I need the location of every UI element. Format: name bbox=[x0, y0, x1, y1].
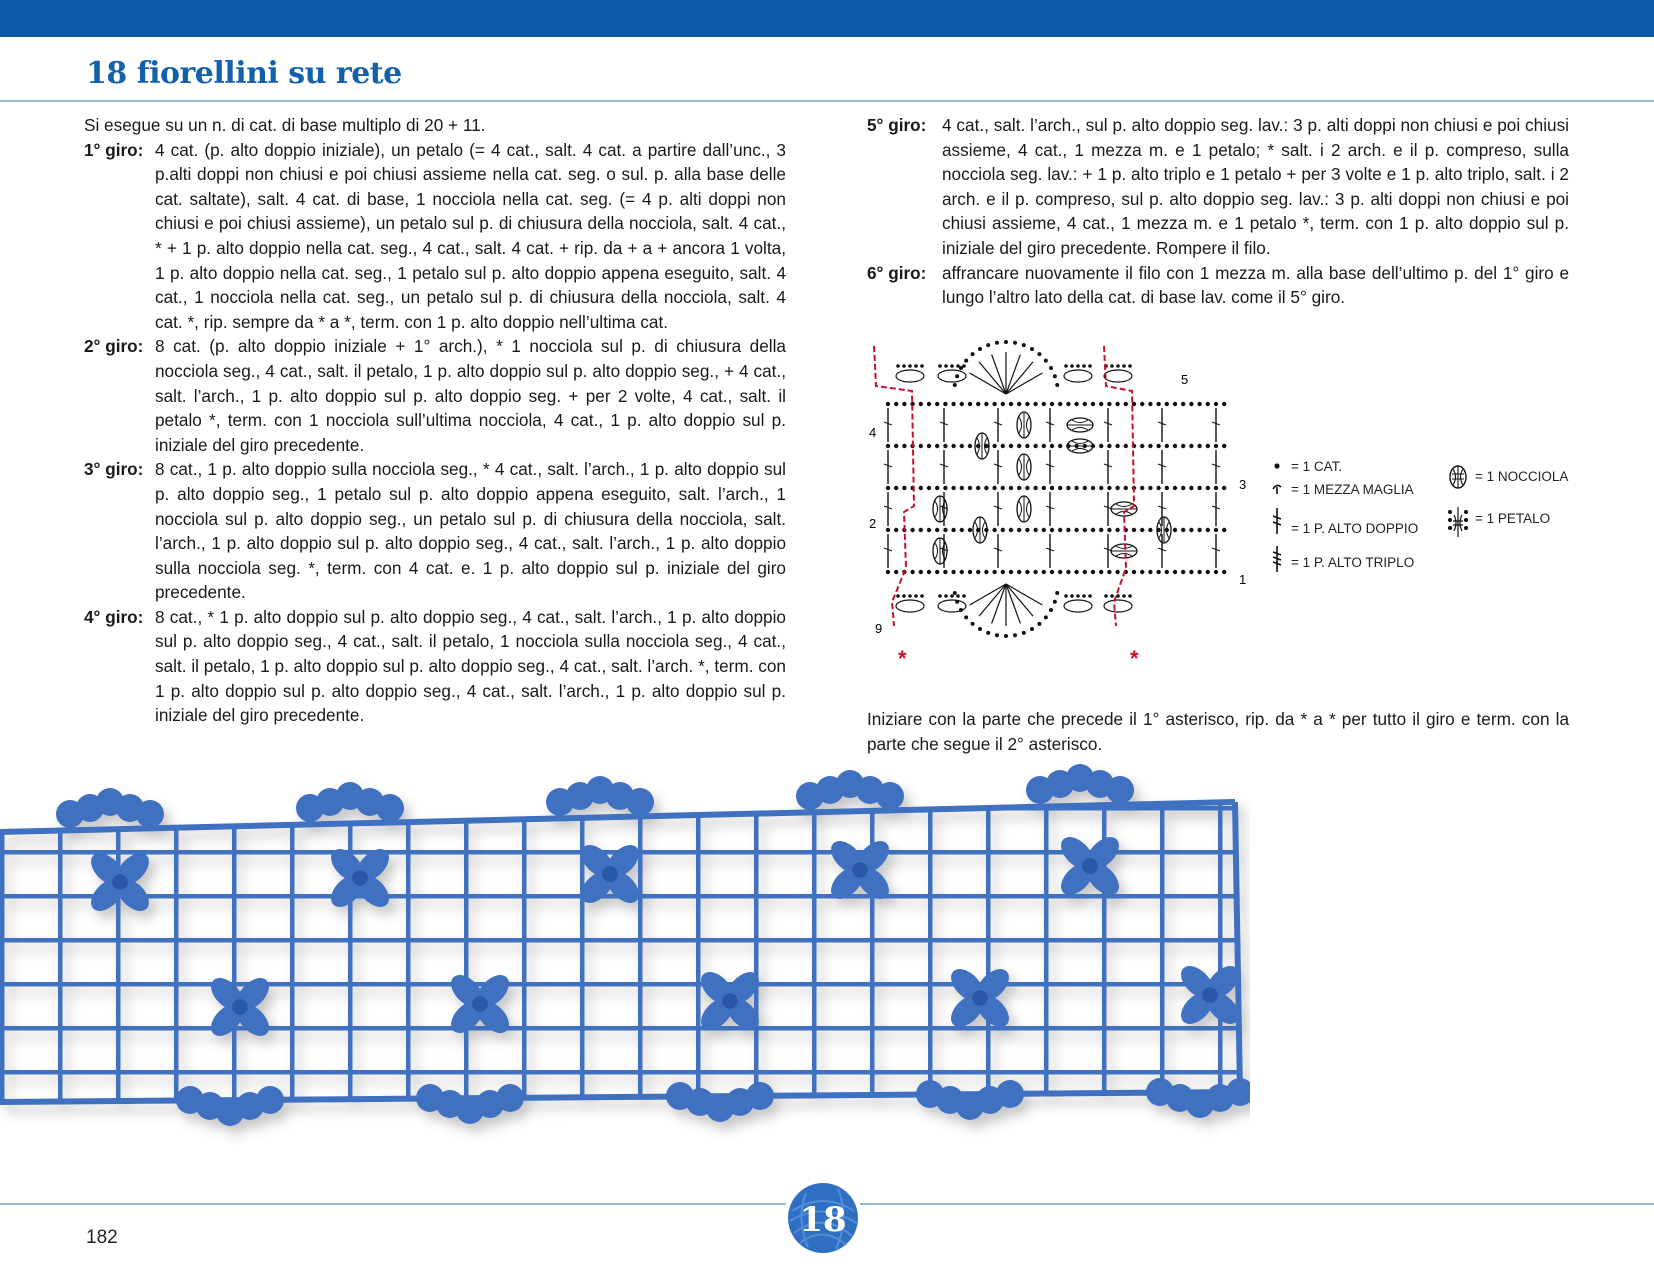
badge-number: 18 bbox=[799, 1200, 847, 1240]
legend-symbols bbox=[1270, 458, 1286, 578]
legend-chain: = 1 CAT. bbox=[1291, 459, 1343, 474]
row-number: 2 bbox=[869, 516, 877, 531]
row-text: 8 cat., 1 p. alto doppio sulla nocciola seg., * 4 cat., salt. l’arch., 1 p. alto doppio sul p. alto doppio seg., 1 petalo sul p. alto doppio appena eseguito, salt. l’arch., 1 nocciola sul p. alto doppio seg., un petalo sul p. di chiusura della nocciola, salt. l’arch., 1 p. alto doppio sul p. alto doppio seg., 4 cat., salt. l’arch., 1 p. alto doppio sulla nocciola seg. *, term. con 4 cat. e. 1 p. alto doppio sul p. iniziale del giro precedente. bbox=[155, 459, 786, 603]
triple-treble-symbol-icon bbox=[1273, 546, 1281, 572]
row-4-instruction bbox=[84, 605, 786, 728]
legend-petalo: = 1 PETALO bbox=[1475, 511, 1551, 526]
page-title: 18 fiorellini su rete bbox=[86, 56, 402, 91]
repeat-instructions: Iniziare con la parte che precede il 1° asterisco, rip. da * a * per tutto il giro e term. con la parte che segue il 2° asterisco. bbox=[867, 709, 1569, 754]
row-text: 4 cat., salt. l’arch., sul p. alto doppio seg. lav.: 3 p. alti doppi non chiusi e poi chiusi assieme, 4 cat., 1 mezza m. e 1 petalo; * salt. i 2 arch. e il p. compreso, sulla nocciola seg. lav.: + 1 p. alto triplo e 1 petalo + per 3 volte e 1 p. alto triplo, salt. i 2 arch. e il p. compreso, sul p. alto doppio seg. lav.: 3 p. alti doppi non chiusi e poi chiusi assieme, 4 cat., 1 mezza m. e 1 petalo *, term. con 1 p. alto doppio sul p. iniziale del giro precedente. Rompere il filo. bbox=[942, 115, 1569, 258]
row-text: 8 cat. (p. alto doppio iniziale + 1° arch.), * 1 nocciola sul p. di chiusura della nocciola seg., 4 cat., salt. il petalo, 1 p. alto doppio sul p. alto doppio seg., + 4 cat., salt. l’arch., 1 p. alto doppio sul p. alto doppio seg. + per 2 volte, 4 cat., salt. il petalo *, term. con 1 nocciola sull’ultima nocciola, 4 cat., 1 p. alto doppio sul p. iniziale del giro precedente. bbox=[155, 336, 786, 455]
footer-rule-left bbox=[0, 1203, 786, 1205]
row-number: 1 bbox=[1239, 572, 1247, 587]
row-2-instruction bbox=[84, 334, 786, 457]
instructions-right bbox=[867, 113, 1569, 310]
crochet-lace-photo bbox=[0, 762, 1250, 1160]
slip-stitch-symbol-icon bbox=[1273, 485, 1281, 494]
page-number: 182 bbox=[86, 1227, 118, 1248]
legend-nocciola: = 1 NOCCIOLA bbox=[1475, 469, 1569, 484]
row-text: affrancare nuovamente il filo con 1 mezza m. alla base dell’ultimo p. del 1° giro e lungo l’altro lato della cat. di base lav. come il 5° giro. bbox=[942, 262, 1569, 308]
row-1-instruction bbox=[84, 138, 786, 335]
top-color-band bbox=[0, 0, 1654, 37]
intro-text: Si esegue su un n. di cat. di base multiplo di 20 + 11. bbox=[84, 115, 486, 135]
row-label: 3° giro: bbox=[84, 459, 144, 480]
asterisk-end: * bbox=[1130, 646, 1139, 671]
row-label: 4° giro: bbox=[84, 606, 144, 627]
footer-rule-right bbox=[860, 1203, 1654, 1205]
asterisk-start: * bbox=[898, 646, 907, 671]
nocciola-symbol-icon bbox=[1450, 466, 1466, 488]
chain-symbol-icon bbox=[1274, 463, 1279, 468]
row-text: 4 cat. (p. alto doppio iniziale), un petalo (= 4 cat., salt. 4 cat. a partire dall’unc., 3 p.alti doppi non chiusi e poi chiusi assieme nella cat. seg. o sul. p. alla base delle cat. saltate), salt. 4 cat. di base, 1 nocciola nella cat. seg. (= 4 p. alti doppi non chiusi e poi chiusi assieme), un petalo sul p. di chiusura della nocciola, salt. 4 cat., * + 1 p. alto doppio nella cat. seg., 4 cat., salt. 4 cat. + rip. da + a + ancora 1 volta, 1 p. alto doppio nella cat. seg., 1 petalo sul p. alto doppio appena eseguito, salt. 4 cat., 1 nocciola nella cat. seg., un petalo sul p. di chiusura della nocciola, salt. 4 cat. *, rip. sempre da * a *, term. con 1 p. alto doppio nell’ultima cat. bbox=[155, 139, 786, 332]
row-label: 5° giro: bbox=[867, 115, 927, 135]
row-5-instruction bbox=[867, 113, 1569, 261]
treble-symbol-icon bbox=[1273, 508, 1281, 534]
legend-treble: = 1 P. ALTO DOPPIO bbox=[1291, 521, 1419, 536]
row-3-instruction bbox=[84, 457, 786, 605]
row-number: 4 bbox=[869, 425, 877, 440]
title-rule bbox=[0, 100, 1654, 102]
row-label: 6° giro: bbox=[867, 262, 927, 283]
crochet-chart bbox=[852, 336, 1392, 681]
row-label: 2° giro: bbox=[84, 336, 144, 357]
row-text: 8 cat., * 1 p. alto doppio sul p. alto doppio seg., 4 cat., salt. l’arch., 1 p. alto doppio sul p. alto doppio seg., 4 cat., salt. il petalo, 1 nocciola sulla nocciola seg., 4 cat., salt. il petalo, 1 p. alto doppio sul p. alto doppio seg., 4 cat., salt. l’arch. *, term. con 1 p. alto doppio sul p. alto doppio seg., 4 cat., salt. l’arch., 1 p. alto doppio sul p. iniziale del giro precedente. bbox=[155, 606, 786, 726]
petalo-symbol-icon bbox=[1448, 507, 1468, 537]
legend-slip: = 1 MEZZA MAGLIA bbox=[1291, 482, 1414, 497]
row-label: 1° giro: bbox=[84, 139, 144, 160]
row-number: 3 bbox=[1239, 477, 1247, 492]
chart-grid bbox=[884, 402, 1226, 574]
yarn-ball-badge bbox=[786, 1181, 860, 1255]
instructions-left bbox=[84, 113, 786, 728]
row-number: 9 bbox=[875, 621, 883, 636]
legend-symbols-2 bbox=[1446, 463, 1470, 543]
row-number: 5 bbox=[1181, 372, 1189, 387]
legend-triple: = 1 P. ALTO TRIPLO bbox=[1291, 555, 1415, 570]
row-6-instruction bbox=[867, 261, 1569, 310]
